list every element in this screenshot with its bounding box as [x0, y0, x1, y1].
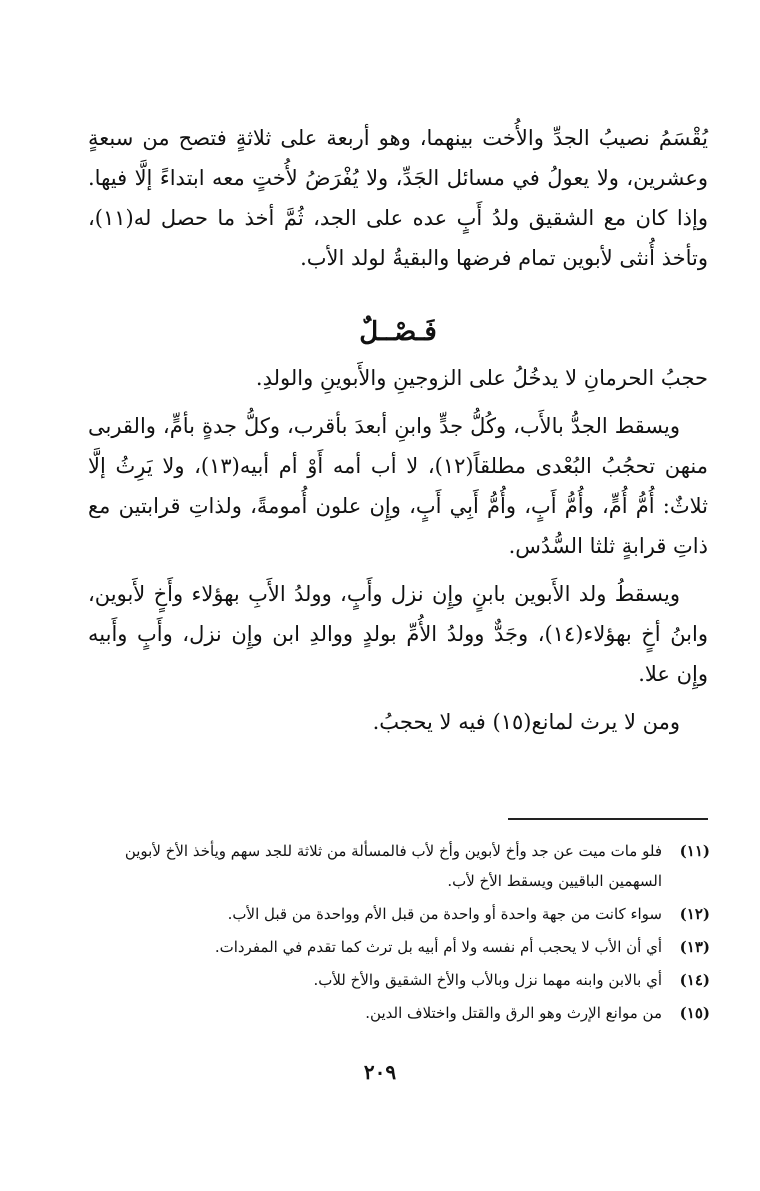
footnote-item — [70, 836, 710, 896]
main-text — [88, 118, 708, 742]
paragraph-continuation: يُقْسَمُ نصيبُ الجدِّ والأُخت بينهما، وهو أربعة على ثلاثةٍ فتصح من سبعةٍ وعشرين، ولا يعولُ في مسائل الجَدِّ، ولا يُفْرَضُ لأُختٍ معه ابتداءً إلَّا فيها. وإذا كان مع الشقيق ولدُ أَبٍ عده على الجد، ثُمَّ أخذ ما حصل له(١١)، وتأخذ أُنثى لأبوين تمام فرضها والبقيةُ لولد الأب. — [88, 126, 708, 270]
footnote-separator — [508, 818, 708, 820]
paragraph-grandfather: ويسقط الجدُّ بالأَب، وكُلُّ جدٍّ وابنِ أبعدَ بأقرب، وكلُّ جدةٍ بأمٍّ، والقربى منهن تحجُبُ البُعْدى مطلقاً(١٢)، لا أب أمه أَوْ أم أبيه(١٣)، ولا يَرِثُ إلَّا ثلاثٌ: أُمُّ أُمٍّ، وأُمُّ أَبٍ، وأُمُّ أَبِي أَبٍ، وإِن علون أُمومةً، ولذاتِ قرابتين مع ذاتِ قرابةٍ ثلثا السُّدُس. — [88, 414, 708, 558]
footnote-text: من موانع الإرث وهو الرق والقتل واختلاف الدين. — [365, 1004, 662, 1022]
footnote-item — [70, 932, 710, 962]
footnote-item — [70, 998, 710, 1028]
paragraph-hajb-intro: حجبُ الحرمانِ لا يدخُلُ على الزوجينِ والأَبوينِ والولدِ. — [255, 366, 708, 390]
paragraph-siblings: ويسقطُ ولد الأَبوين بابنٍ وإِن نزل وأَبٍ، وولدُ الأَبِ بهؤلاء وأَخٍ لأَبوين، وابنُ أخٍ بهؤلاء(١٤)، وجَدٌّ وولدُ الأُمِّ بولدٍ ووالدِ ابن وإِن نزل، وأَبٍ وأَبيه وإِن علا. — [88, 582, 709, 686]
footnote-text: أي أن الأب لا يحجب أم نفسه ولا أم أبيه بل ترث كما تقدم في المفردات. — [214, 938, 662, 956]
footnote-number: (١٢) — [679, 905, 710, 923]
section-heading: فَـصْــلٌ — [359, 317, 437, 347]
footnote-item — [70, 965, 710, 995]
footnote-text: سواء كانت من جهة واحدة أو واحدة من قبل الأم وواحدة من قبل الأب. — [227, 905, 662, 923]
footnote-number: (١٣) — [679, 938, 710, 956]
footnote-number: (١٥) — [679, 1004, 710, 1022]
footnote-text: أي بالابن وابنه مهما نزل وبالأب والأخ الشقيق والأخ للأب. — [313, 971, 662, 989]
paragraph-impediment: ومن لا يرث لمانع(١٥) فيه لا يحجبُ. — [372, 710, 680, 734]
page-number: ٢٠٩ — [363, 1060, 397, 1084]
footnote-text: فلو مات ميت عن جد وأخ لأبوين وأخ لأب فالمسألة من ثلاثة للجد سهم ويأخذ الأخ لأبوين السهمين الباقيين ويسقط الأخ لأب. — [124, 842, 662, 890]
footnote-number: (١٤) — [679, 971, 710, 989]
footnote-number: (١١) — [679, 842, 710, 860]
footnote-item — [70, 899, 710, 929]
footnotes — [70, 836, 710, 1031]
